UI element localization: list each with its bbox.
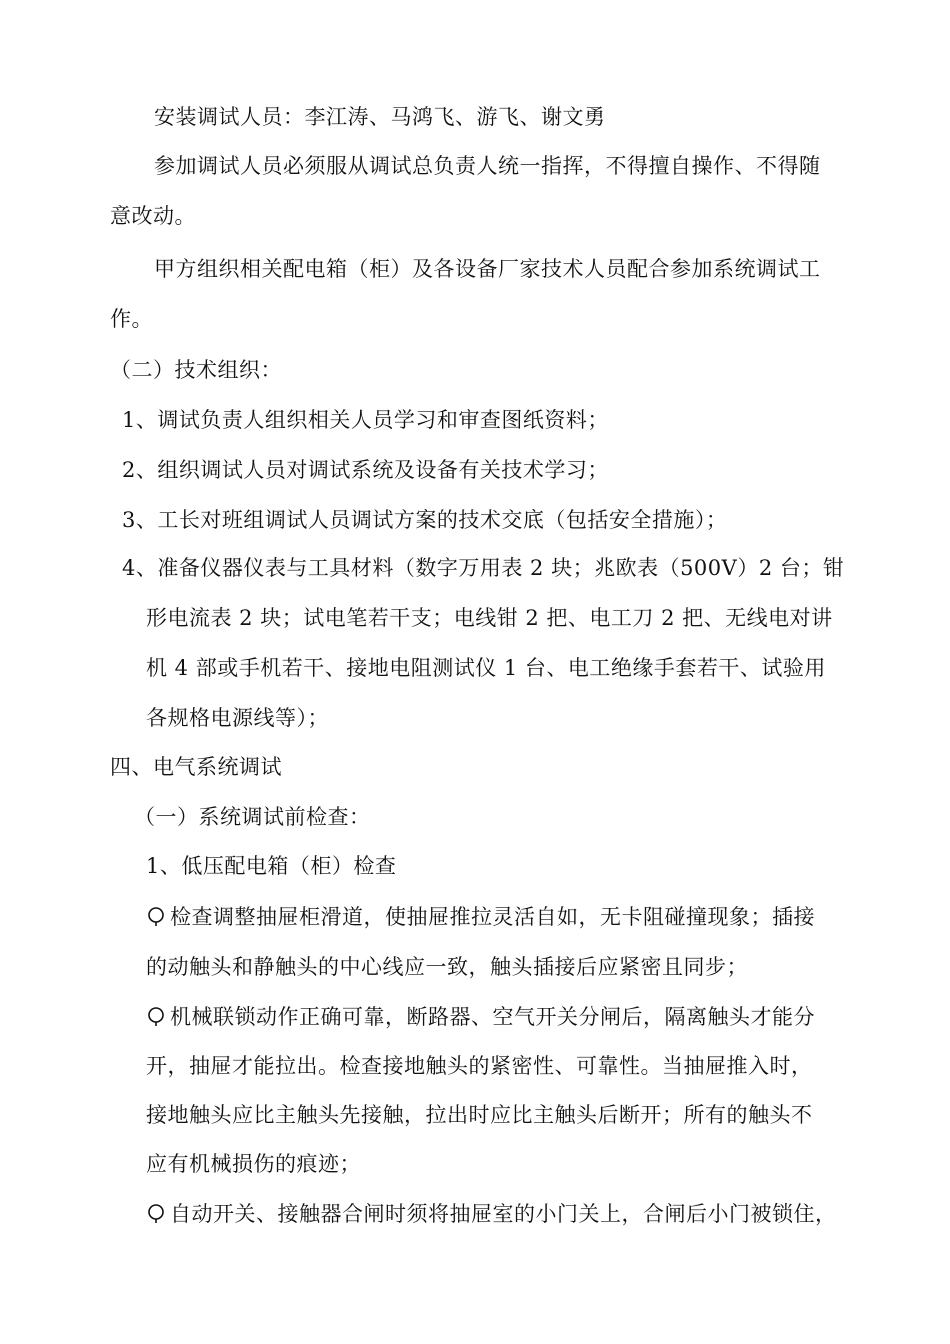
text-line: 作。: [110, 307, 153, 331]
text-line: 参加调试人员必须服从调试总负责人统一指挥，不得擅自操作、不得随: [154, 154, 821, 178]
bullet-circle-icon: [146, 905, 168, 927]
bullet-circle-icon: [146, 1202, 168, 1224]
chapter-heading: 四、电气系统调试: [110, 755, 282, 779]
section-heading: （一）系统调试前检查：: [134, 805, 371, 829]
section-heading: （二）技术组织：: [110, 358, 282, 382]
bullet-item-continuation: 接地触头应比主触头先接触，拉出时应比主触头后断开；所有的触头不: [146, 1103, 813, 1127]
text-line: 意改动。: [110, 204, 196, 228]
bullet-item-continuation: 开，抽屉才能拉出。检查接地触头的紧密性、可靠性。当抽屉推入时，: [146, 1054, 813, 1078]
list-item: 3、工长对班组调试人员调试方案的技术交底（包括安全措施）；: [122, 508, 728, 532]
list-item-continuation: 机 4 部或手机若干、接地电阻测试仪 1 台、电工绝缘手套若干、试验用: [146, 656, 826, 680]
text-line: 甲方组织相关配电箱（柜）及各设备厂家技术人员配合参加系统调试工: [154, 257, 821, 281]
list-item: 1、调试负责人组织相关人员学习和审查图纸资料；: [122, 408, 609, 432]
list-item: 4、准备仪器仪表与工具材料（数字万用表 2 块；兆欧表（500V）2 台；钳: [122, 556, 845, 580]
list-item: 2、组织调试人员对调试系统及设备有关技术学习；: [122, 458, 609, 482]
bullet-item: 自动开关、接触器合闸时须将抽屉室的小门关上，合闸后小门被锁住，: [146, 1199, 837, 1229]
bullet-item: 检查调整抽屉柜滑道，使抽屉推拉灵活自如，无卡阻碰撞现象；插接: [146, 902, 815, 932]
list-item-continuation: 各规格电源线等）；: [146, 706, 329, 730]
bullet-item-continuation: 的动触头和静触头的中心线应一致，触头插接后应紧密且同步；: [146, 955, 748, 979]
text-line: 安装调试人员：李江涛、马鸿飞、游飞、谢文勇: [154, 105, 606, 129]
bullet-circle-icon: [146, 1005, 168, 1027]
bullet-item: 机械联锁动作正确可靠，断路器、空气开关分闸后，隔离触头才能分: [146, 1002, 815, 1032]
subsection-heading: 1、低压配电箱（柜）检查: [146, 854, 397, 878]
bullet-item-continuation: 应有机械损伤的痕迹；: [146, 1152, 361, 1176]
list-item-continuation: 形电流表 2 块；试电笔若干支；电线钳 2 把、电工刀 2 把、无线电对讲: [146, 606, 833, 630]
